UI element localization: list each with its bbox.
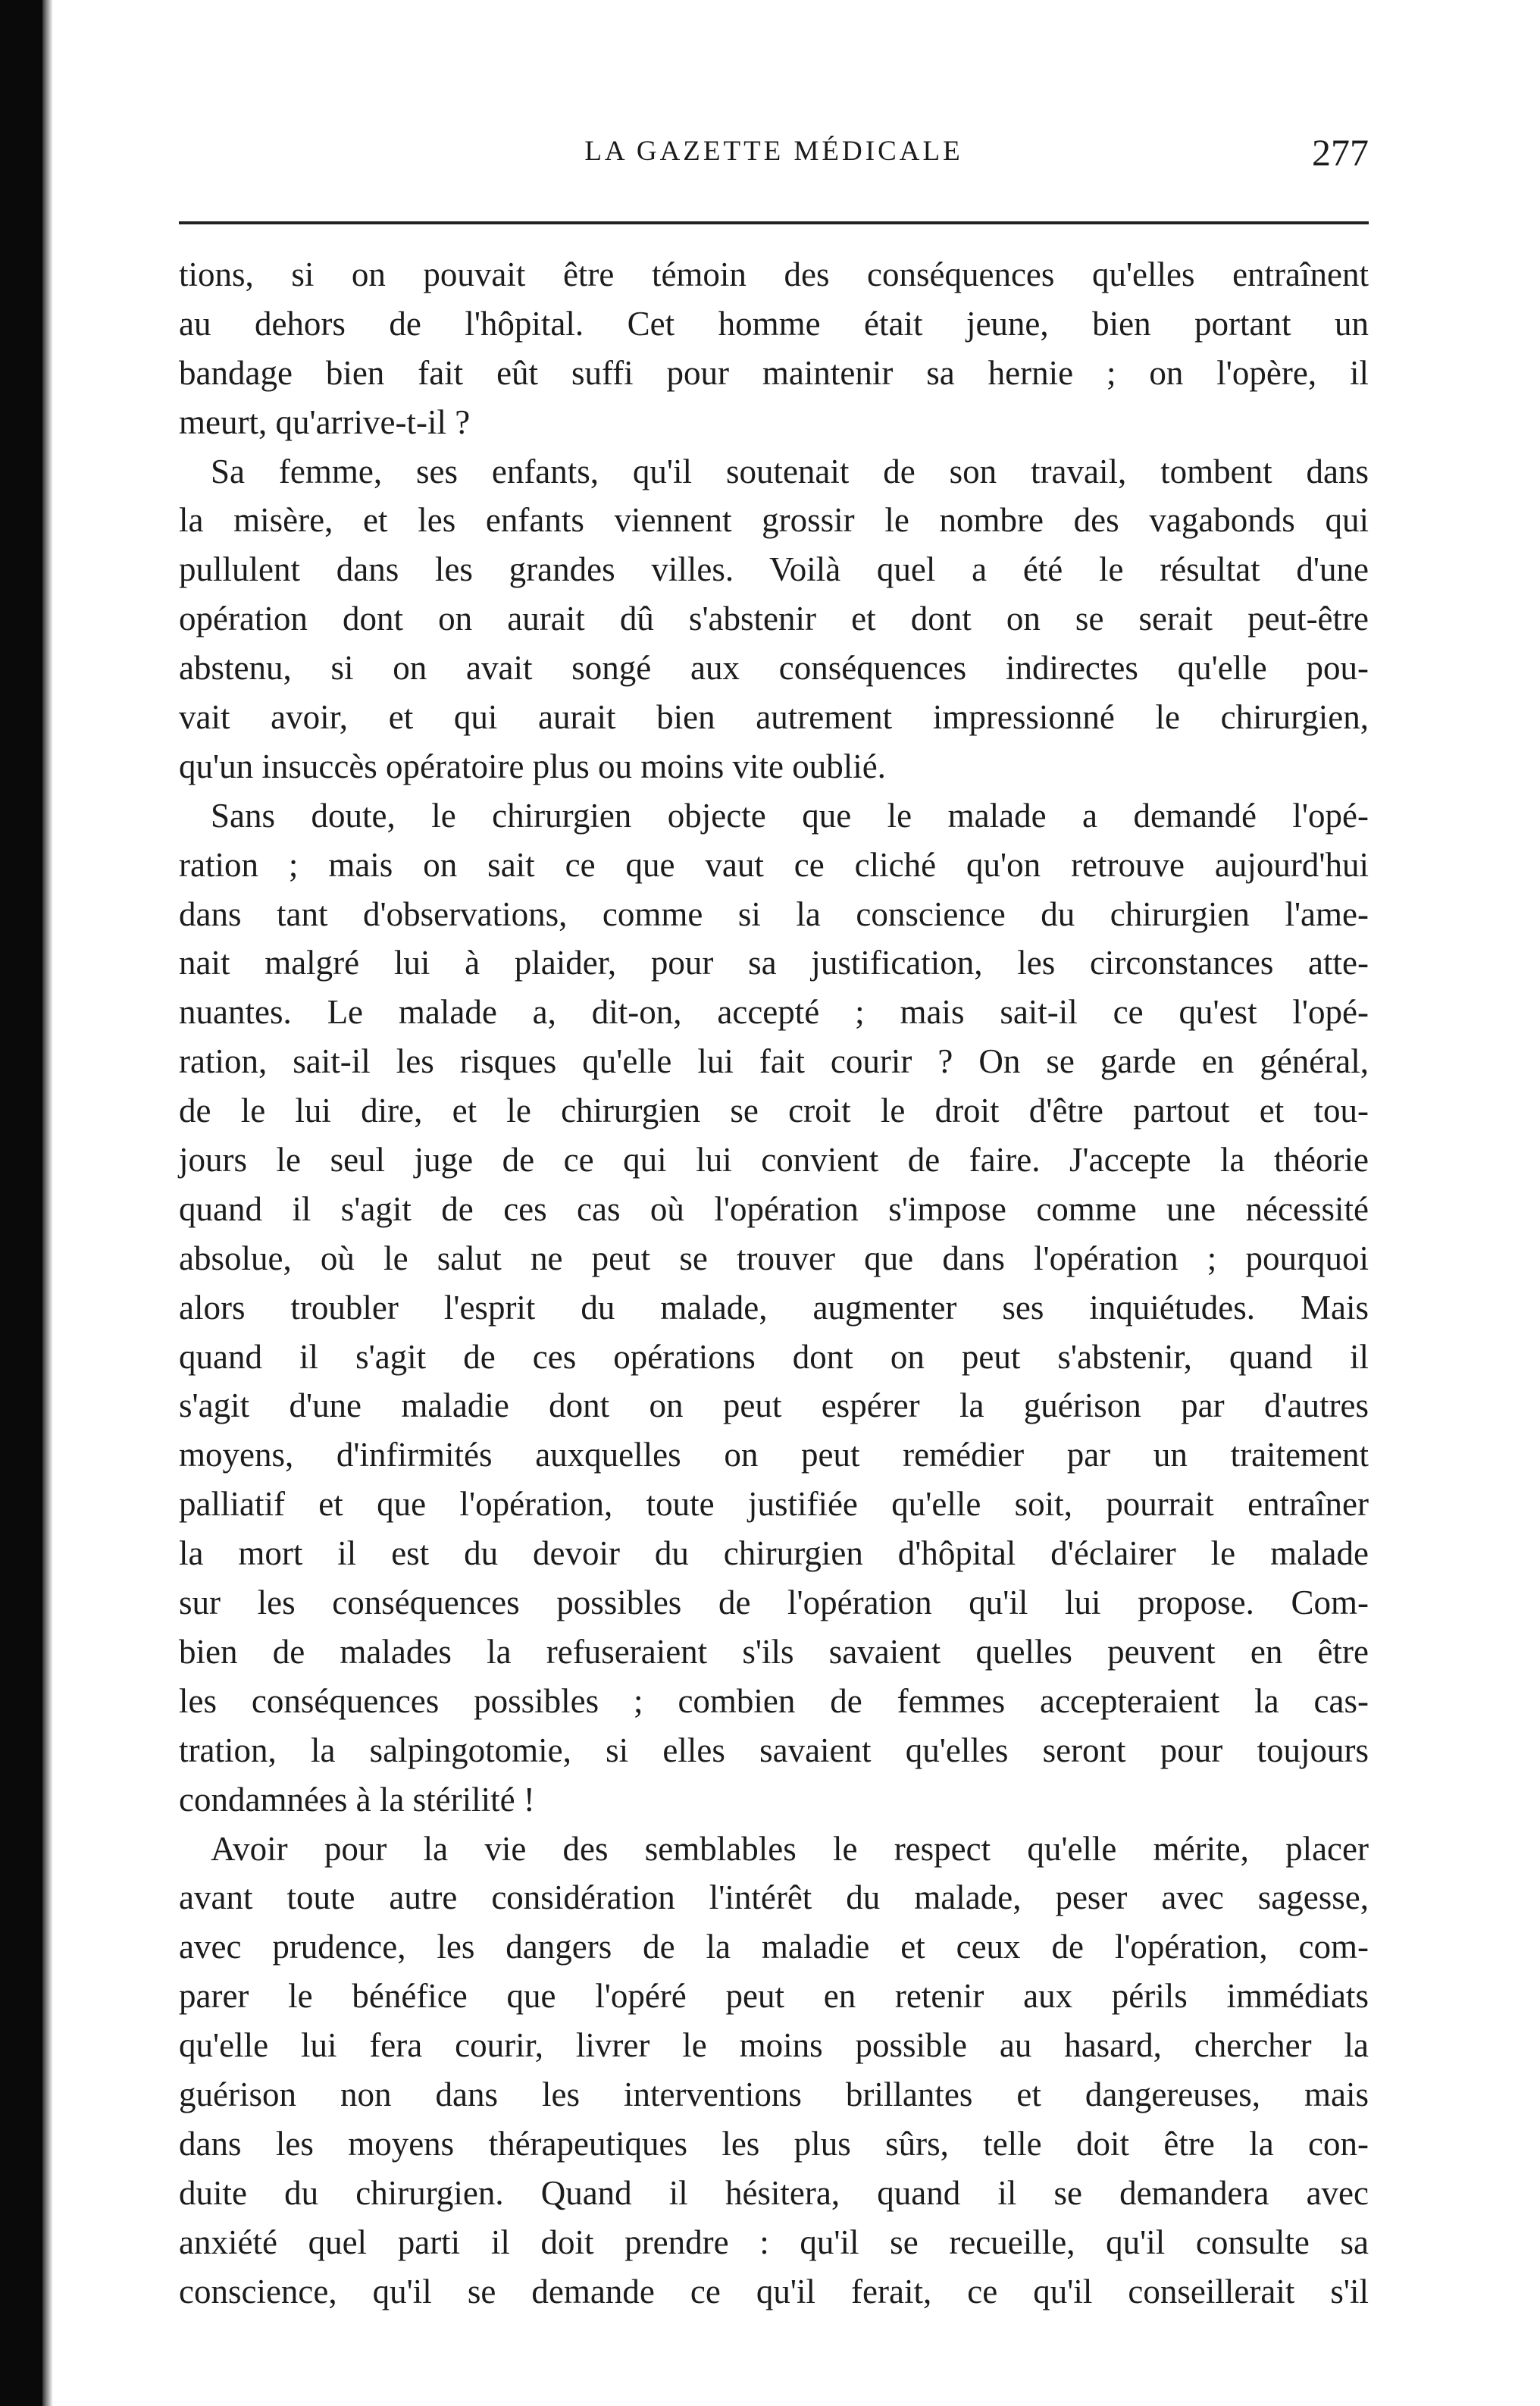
text-line: de le lui dire, et le chirurgien se croit le droit d'être partout et tou- [179, 1092, 1369, 1130]
text-line: ration ; mais on sait ce que vaut ce cliché qu'on retrouve aujourd'hui [179, 845, 1369, 884]
text-line: pullulent dans les grandes villes. Voilà quel a été le résultat d'une [179, 550, 1369, 589]
text-line: bandage bien fait eût suffi pour maintenir sa hernie ; on l'opère, il [179, 353, 1369, 392]
text-line: dans les moyens thérapeutiques les plus sûrs, telle doit être la con- [179, 2124, 1369, 2163]
text-line: conscience, qu'il se demande ce qu'il ferait, ce qu'il conseillerait s'il [179, 2272, 1369, 2310]
text-line: palliatif et que l'opération, toute justifiée qu'elle soit, pourrait entraîner [179, 1485, 1369, 1524]
text-line: tions, si on pouvait être témoin des conséquences qu'elles entraînent [179, 255, 1369, 293]
text-line: au dehors de l'hôpital. Cet homme était jeune, bien portant un [179, 304, 1369, 343]
text-line: condamnées à la stérilité ! [179, 1780, 535, 1819]
text-line: nuantes. Le malade a, dit-on, accepté ; mais sait-il ce qu'est l'opé- [179, 993, 1369, 1032]
text-line: ration, sait-il les risques qu'elle lui fait courir ? On se garde en général, [179, 1042, 1369, 1081]
page-header [179, 131, 1369, 180]
text-line: tration, la salpingotomie, si elles savaient qu'elles seront pour toujours [179, 1731, 1369, 1769]
text-line: abstenu, si on avait songé aux conséquences indirectes qu'elle pou- [179, 649, 1369, 688]
text-line: avec prudence, les dangers de la maladie et ceux de l'opération, com- [179, 1928, 1369, 1966]
text-line: guérison non dans les interventions brillantes et dangereuses, mais [179, 2075, 1369, 2113]
text-line: s'agit d'une maladie dont on peut espérer la guérison par d'autres [179, 1386, 1369, 1425]
text-line: jours le seul juge de ce qui lui convient de faire. J'accepte la théorie [179, 1141, 1369, 1180]
running-title: LA GAZETTE MÉDICALE [584, 136, 963, 167]
text-line: la mort il est du devoir du chirurgien d'hôpital d'éclairer le malade [179, 1534, 1369, 1573]
text-line: nait malgré lui à plaider, pour sa justification, les circonstances atte- [179, 944, 1369, 982]
text-line: vait avoir, et qui aurait bien autrement impressionné le chirurgien, [179, 698, 1369, 737]
text-line: quand il s'agit de ces cas où l'opération s'impose comme une nécessité [179, 1189, 1369, 1228]
body-text [179, 250, 1369, 2316]
text-line: quand il s'agit de ces opérations dont on peut s'abstenir, quand il [179, 1337, 1369, 1376]
header-rule [179, 221, 1369, 224]
text-line: alors troubler l'esprit du malade, augmenter ses inquiétudes. Mais [179, 1288, 1369, 1327]
scan-edge-fade [42, 0, 53, 2406]
text-line: parer le bénéfice que l'opéré peut en retenir aux périls immédiats [179, 1977, 1369, 2016]
text-line: dans tant d'observations, comme si la conscience du chirurgien l'ame- [179, 894, 1369, 933]
text-line: moyens, d'infirmités auxquelles on peut remédier par un traitement [179, 1436, 1369, 1474]
text-line: qu'un insuccès opératoire plus ou moins vite oublié. [179, 747, 886, 785]
text-line: meurt, qu'arrive-t-il ? [179, 403, 471, 441]
text-line: avant toute autre considération l'intérêt du malade, peser avec sagesse, [179, 1878, 1369, 1917]
page-number: 277 [1312, 131, 1369, 174]
text-line: opération dont on aurait dû s'abstenir et dont on se serait peut-être [179, 600, 1369, 638]
text-line: duite du chirurgien. Quand il hésitera, quand il se demandera avec [179, 2173, 1369, 2212]
text-line: Avoir pour la vie des semblables le respect qu'elle mérite, placer [211, 1829, 1369, 1868]
text-line: la misère, et les enfants viennent grossir le nombre des vagabonds qui [179, 501, 1369, 540]
text-line: Sans doute, le chirurgien objecte que le malade a demandé l'opé- [211, 796, 1369, 835]
text-line: Sa femme, ses enfants, qu'il soutenait de son travail, tombent dans [211, 452, 1369, 490]
text-line: les conséquences possibles ; combien de femmes accepteraient la cas- [179, 1681, 1369, 1720]
scan-edge-shadow [0, 0, 44, 2406]
text-line: bien de malades la refuseraient s'ils savaient quelles peuvent en être [179, 1632, 1369, 1671]
text-line: qu'elle lui fera courir, livrer le moins possible au hasard, chercher la [179, 2026, 1369, 2065]
text-line: sur les conséquences possibles de l'opération qu'il lui propose. Com- [179, 1584, 1369, 1622]
text-line: anxiété quel parti il doit prendre : qu'il se recueille, qu'il consulte sa [179, 2223, 1369, 2261]
text-line: absolue, où le salut ne peut se trouver que dans l'opération ; pourquoi [179, 1239, 1369, 1277]
